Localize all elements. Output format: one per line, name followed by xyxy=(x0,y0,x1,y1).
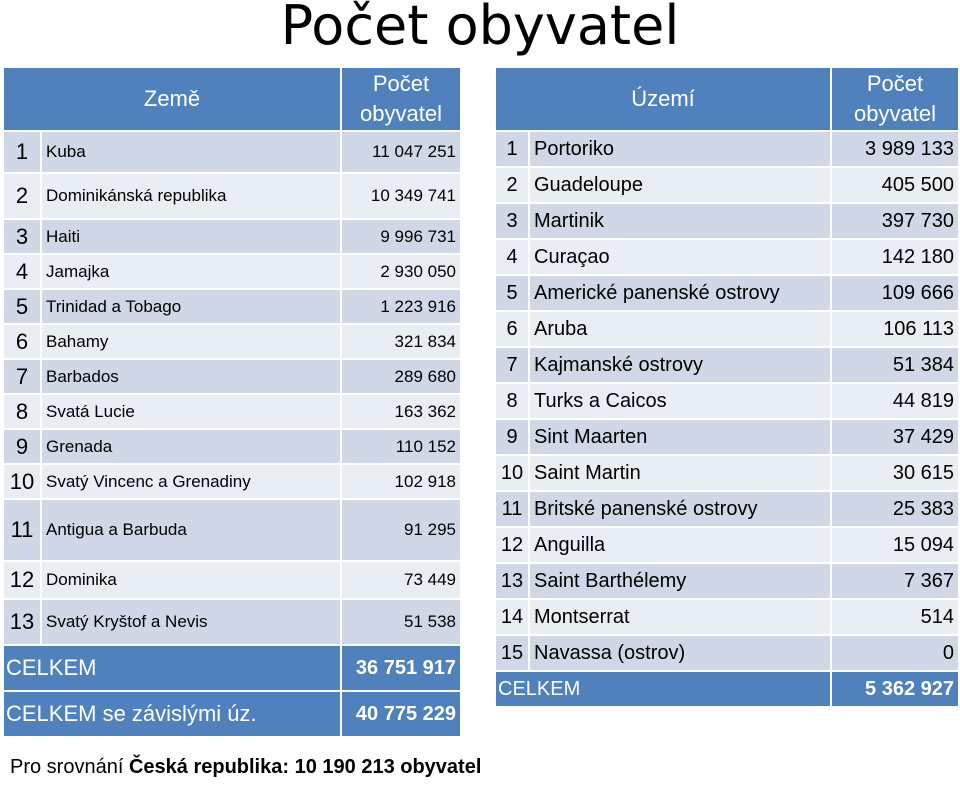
row-value: 51 384 xyxy=(831,347,959,383)
row-value: 7 367 xyxy=(831,563,959,599)
table-header xyxy=(495,67,959,131)
row-number: 13 xyxy=(3,599,41,645)
row-name: Barbados xyxy=(41,359,341,394)
table-row xyxy=(495,491,959,527)
table-row xyxy=(495,203,959,239)
table-row xyxy=(3,464,461,499)
total-dependent-value: 40 775 229 xyxy=(341,691,461,737)
row-name: Portoriko xyxy=(529,131,831,167)
row-number: 4 xyxy=(495,239,529,275)
table-row xyxy=(3,254,461,289)
row-number: 10 xyxy=(495,455,529,491)
header-territory: Území xyxy=(495,67,831,131)
row-value: 405 500 xyxy=(831,167,959,203)
page-title: Počet obyvatel xyxy=(280,0,680,57)
row-number: 8 xyxy=(3,394,41,429)
row-value: 109 666 xyxy=(831,275,959,311)
row-number: 5 xyxy=(3,289,41,324)
comparison-note xyxy=(10,756,481,779)
row-value: 397 730 xyxy=(831,203,959,239)
row-name: Antigua a Barbuda xyxy=(41,499,341,561)
row-value: 9 996 731 xyxy=(341,219,461,254)
table-row xyxy=(495,383,959,419)
note-country: Česká republika xyxy=(128,756,283,778)
table-row xyxy=(3,394,461,429)
row-value: 44 819 xyxy=(831,383,959,419)
row-name: Bahamy xyxy=(41,324,341,359)
row-name: Sint Maarten xyxy=(529,419,831,455)
total-value: 5 362 927 xyxy=(831,671,959,707)
table-row xyxy=(495,167,959,203)
row-number: 12 xyxy=(495,527,529,563)
row-value: 73 449 xyxy=(341,561,461,599)
note-rest: : 10 190 213 obyvatel xyxy=(282,756,482,778)
row-value: 37 429 xyxy=(831,419,959,455)
row-number: 8 xyxy=(495,383,529,419)
row-value: 11 047 251 xyxy=(341,131,461,173)
table-row xyxy=(495,527,959,563)
row-value: 321 834 xyxy=(341,324,461,359)
row-name: Kuba xyxy=(41,131,341,173)
row-name: Kajmanské ostrovy xyxy=(529,347,831,383)
row-value: 106 113 xyxy=(831,311,959,347)
row-number: 13 xyxy=(495,563,529,599)
row-name: Svatý Kryštof a Nevis xyxy=(41,599,341,645)
table-row xyxy=(495,131,959,167)
row-name: Trinidad a Tobago xyxy=(41,289,341,324)
row-value: 91 295 xyxy=(341,499,461,561)
row-name: Dominikánská republika xyxy=(41,173,341,219)
row-number: 10 xyxy=(3,464,41,499)
row-name: Americké panenské ostrovy xyxy=(529,275,831,311)
row-number: 9 xyxy=(495,419,529,455)
row-number: 7 xyxy=(3,359,41,394)
row-number: 5 xyxy=(495,275,529,311)
row-name: Montserrat xyxy=(529,599,831,635)
row-value: 0 xyxy=(831,635,959,671)
row-number: 1 xyxy=(3,131,41,173)
row-name: Haiti xyxy=(41,219,341,254)
row-value: 51 538 xyxy=(341,599,461,645)
table-row xyxy=(3,131,461,173)
total-value: 36 751 917 xyxy=(341,645,461,691)
row-value: 15 094 xyxy=(831,527,959,563)
table-row xyxy=(495,563,959,599)
row-number: 4 xyxy=(3,254,41,289)
total-label: CELKEM xyxy=(3,645,341,691)
row-name: Dominika xyxy=(41,561,341,599)
row-name: Aruba xyxy=(529,311,831,347)
total-label: CELKEM xyxy=(495,671,831,707)
row-name: Saint Barthélemy xyxy=(529,563,831,599)
header-country: Země xyxy=(3,67,341,131)
row-number: 11 xyxy=(495,491,529,527)
row-number: 6 xyxy=(3,324,41,359)
table-row xyxy=(3,499,461,561)
row-name: Svatý Vincenc a Grenadiny xyxy=(41,464,341,499)
table-row xyxy=(3,219,461,254)
table-header xyxy=(3,67,461,131)
row-value: 2 930 050 xyxy=(341,254,461,289)
note-prefix: Pro srovnání xyxy=(10,756,129,778)
row-number: 3 xyxy=(3,219,41,254)
row-value: 142 180 xyxy=(831,239,959,275)
table-row xyxy=(495,635,959,671)
row-number: 11 xyxy=(3,499,41,561)
row-value: 3 989 133 xyxy=(831,131,959,167)
row-number: 2 xyxy=(3,173,41,219)
row-number: 9 xyxy=(3,429,41,464)
row-number: 7 xyxy=(495,347,529,383)
row-value: 1 223 916 xyxy=(341,289,461,324)
total-row xyxy=(3,645,461,691)
table-row xyxy=(3,289,461,324)
row-value: 163 362 xyxy=(341,394,461,429)
territories-table xyxy=(494,66,960,708)
row-name: Saint Martin xyxy=(529,455,831,491)
table-row xyxy=(3,324,461,359)
row-name: Britské panenské ostrovy xyxy=(529,491,831,527)
table-row xyxy=(495,239,959,275)
table-row xyxy=(495,599,959,635)
row-name: Guadeloupe xyxy=(529,167,831,203)
row-number: 3 xyxy=(495,203,529,239)
row-name: Grenada xyxy=(41,429,341,464)
row-name: Navassa (ostrov) xyxy=(529,635,831,671)
row-number: 15 xyxy=(495,635,529,671)
row-value: 514 xyxy=(831,599,959,635)
independent-countries-table xyxy=(2,66,462,738)
row-value: 102 918 xyxy=(341,464,461,499)
row-name: Svatá Lucie xyxy=(41,394,341,429)
table-row xyxy=(495,311,959,347)
table-row xyxy=(495,275,959,311)
row-value: 30 615 xyxy=(831,455,959,491)
table-row xyxy=(3,359,461,394)
row-name: Jamajka xyxy=(41,254,341,289)
row-value: 289 680 xyxy=(341,359,461,394)
row-number: 6 xyxy=(495,311,529,347)
row-name: Curaçao xyxy=(529,239,831,275)
row-number: 1 xyxy=(495,131,529,167)
row-number: 12 xyxy=(3,561,41,599)
row-value: 10 349 741 xyxy=(341,173,461,219)
table-row xyxy=(495,455,959,491)
total-dependent-row xyxy=(3,691,461,737)
row-name: Martinik xyxy=(529,203,831,239)
table-row xyxy=(3,599,461,645)
total-dependent-label: CELKEM se závislými úz. xyxy=(3,691,341,737)
row-number: 2 xyxy=(495,167,529,203)
header-population: Počet obyvatel xyxy=(341,67,461,131)
row-value: 25 383 xyxy=(831,491,959,527)
row-name: Anguilla xyxy=(529,527,831,563)
table-row xyxy=(3,429,461,464)
total-row xyxy=(495,671,959,707)
row-name: Turks a Caicos xyxy=(529,383,831,419)
table-row xyxy=(495,347,959,383)
table-row xyxy=(3,173,461,219)
row-number: 14 xyxy=(495,599,529,635)
header-population: Počet obyvatel xyxy=(831,67,959,131)
row-value: 110 152 xyxy=(341,429,461,464)
table-row xyxy=(495,419,959,455)
table-row xyxy=(3,561,461,599)
